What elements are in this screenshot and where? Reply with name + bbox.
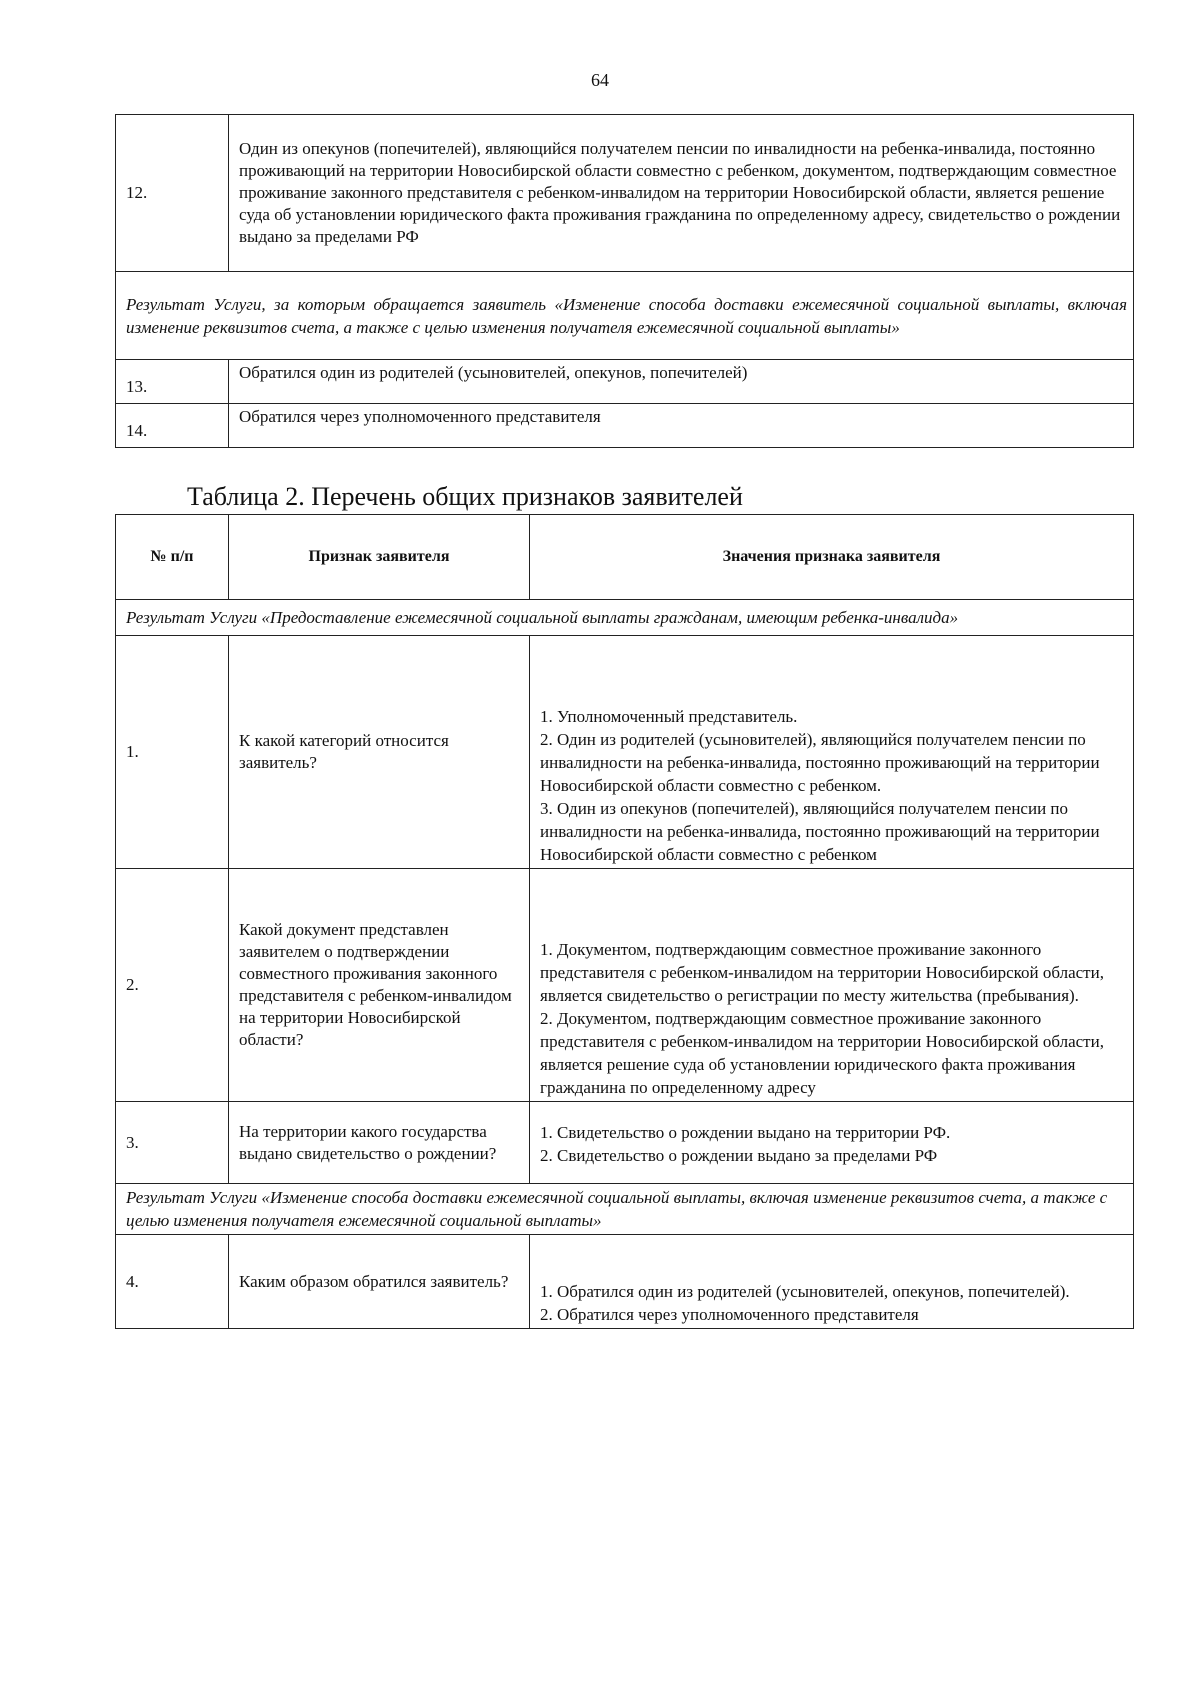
table-row [116, 1102, 1134, 1184]
value-item: 1. Обратился один из родителей (усыновителей, опекунов, попечителей). [540, 1282, 1070, 1301]
row-text: Обратился один из родителей (усыновителей, опекунов, попечителей) [229, 360, 1134, 404]
value-item: 2. Один из родителей (усыновителей), являющийся получателем пенсии по инвалидности на ребенка-инвалида, постоянно проживающий на территории Новосибирской области совместно с ребенком. [540, 730, 1100, 795]
column-header-number: № п/п [116, 515, 229, 600]
section-row [116, 1184, 1134, 1235]
section-row [116, 600, 1134, 636]
table-row [116, 636, 1134, 869]
attribute-values [530, 1235, 1134, 1329]
attribute-values [530, 869, 1134, 1102]
section-row [116, 272, 1134, 360]
attribute-question: Какой документ представлен заявителем о подтверждении совместного проживания законного представителя с ребенком-инвалидом на территории Новосибирской области? [229, 869, 530, 1102]
row-text: Один из опекунов (попечителей), являющийся получателем пенсии по инвалидности на ребенка-инвалида, постоянно проживающий на территории Новосибирской области совместно с ребенком, документом, подтверждающим совместное проживание законного представителя с ребенком-инвалидом на территории Новосибирской области, является решение суда об установлении юридического факта проживания гражданина по определенному адресу, свидетельство о рождении выдано за пределами РФ [229, 115, 1134, 272]
section-heading: Результат Услуги, за которым обращается заявитель «Изменение способа доставки ежемесячной социальной выплаты, включая изменение реквизитов счета, а также с целью изменения получателя ежемесячной социальной выплаты» [116, 272, 1134, 360]
value-item: 1. Свидетельство о рождении выдано на территории РФ. [540, 1122, 951, 1142]
attribute-question: На территории какого государства выдано свидетельство о рождении? [229, 1102, 530, 1184]
section-heading: Результат Услуги «Изменение способа доставки ежемесячной социальной выплаты, включая изменение реквизитов счета, а также с целью изменения получателя ежемесячной социальной выплаты» [116, 1184, 1134, 1235]
table-row [116, 360, 1134, 404]
header-row [116, 515, 1134, 600]
value-item: 1. Уполномоченный представитель. [540, 707, 798, 726]
column-header-attribute: Признак заявителя [229, 515, 530, 600]
row-number: 14. [116, 404, 229, 448]
applicant-attributes-table [115, 514, 1134, 1329]
table-row [116, 404, 1134, 448]
attribute-values [530, 1102, 1134, 1184]
row-number: 4. [116, 1235, 229, 1329]
table-caption: Таблица 2. Перечень общих признаков заявителей [187, 482, 743, 511]
value-item: 2. Свидетельство о рождении выдано за пределами РФ [540, 1145, 938, 1165]
row-number: 13. [116, 360, 229, 404]
row-number: 1. [116, 636, 229, 869]
attribute-question: Каким образом обратился заявитель? [229, 1235, 530, 1329]
attribute-question: К какой категорий относится заявитель? [229, 636, 530, 869]
value-item: 1. Документом, подтверждающим совместное проживание законного представителя с ребенком-инвалидом на территории Новосибирской области, является свидетельство о регистрации по месту жительства (пребывания). [540, 940, 1104, 1005]
value-item: 3. Один из опекунов (попечителей), являющийся получателем пенсии по инвалидности на ребенка-инвалида, постоянно проживающий на территории Новосибирской области совместно с ребенком [540, 799, 1100, 864]
column-header-values: Значения признака заявителя [530, 515, 1134, 600]
criteria-table-continued [115, 114, 1134, 448]
table-row [116, 115, 1134, 272]
row-number: 12. [116, 115, 229, 272]
row-number: 2. [116, 869, 229, 1102]
row-text: Обратился через уполномоченного представителя [229, 404, 1134, 448]
value-item: 2. Документом, подтверждающим совместное проживание законного представителя с ребенком-инвалидом на территории Новосибирской области, является решение суда об установлении юридического факта проживания гражданина по определенному адресу [540, 1009, 1104, 1097]
attribute-values [530, 636, 1134, 869]
table-row [116, 869, 1134, 1102]
page-number: 64 [591, 70, 609, 90]
row-number: 3. [116, 1102, 229, 1184]
section-heading: Результат Услуги «Предоставление ежемесячной социальной выплаты гражданам, имеющим ребенка-инвалида» [116, 600, 1134, 636]
table-row [116, 1235, 1134, 1329]
value-item: 2. Обратился через уполномоченного представителя [540, 1305, 919, 1324]
